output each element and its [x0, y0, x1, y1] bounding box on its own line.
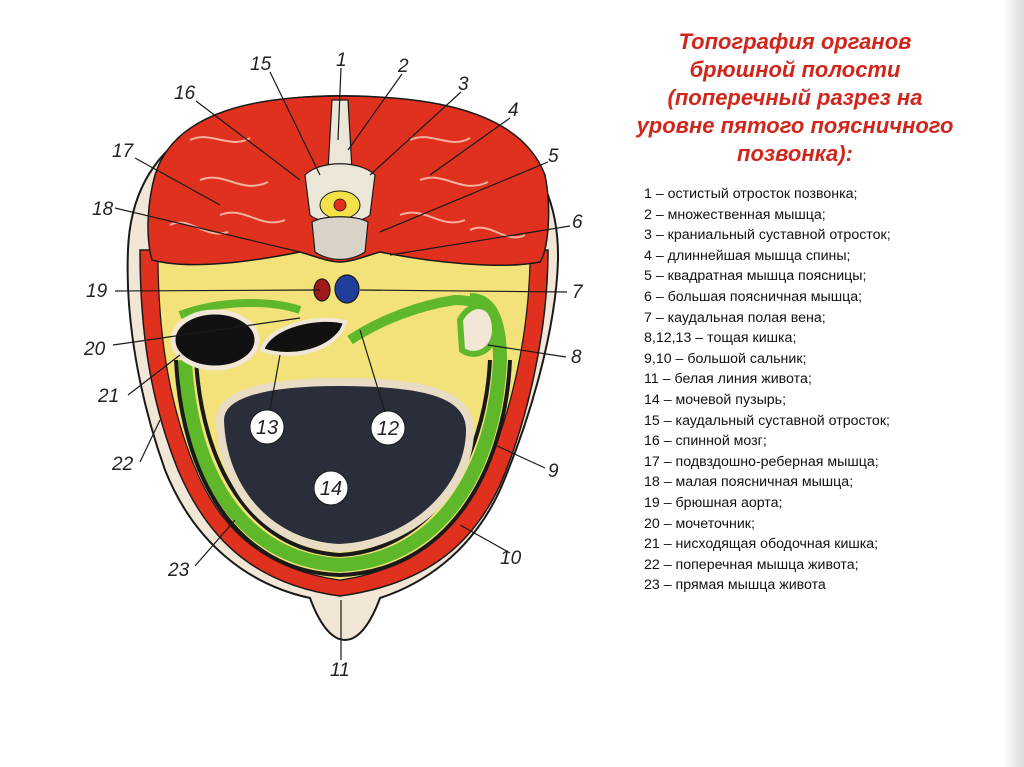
label-14: 14: [319, 478, 343, 500]
label-16: 16: [174, 83, 196, 104]
legend-item: 5 – квадратная мышца поясницы;: [644, 268, 867, 285]
descending-colon: [173, 312, 257, 368]
legend-item: 2 – множественная мышца;: [644, 206, 826, 223]
vena-cava: [335, 275, 359, 303]
label-9: 9: [548, 461, 559, 482]
legend-item: 16 – спинной мозг;: [644, 433, 767, 450]
label-20: 20: [84, 339, 106, 360]
page-curl-shadow: [1002, 0, 1024, 767]
label-7: 7: [572, 282, 583, 303]
legend-item: 14 – мочевой пузырь;: [644, 391, 787, 408]
legend-item: 8,12,13 – тощая кишка;: [644, 330, 797, 347]
label-13: 13: [255, 417, 279, 439]
label-11: 11: [330, 660, 350, 681]
label-19: 19: [86, 281, 108, 302]
legend-item: 20 – мочеточник;: [644, 515, 755, 532]
label-17: 17: [112, 141, 134, 162]
label-10: 10: [500, 548, 522, 569]
legend-item: 7 – каудальная полая вена;: [644, 309, 826, 326]
label-12: 12: [376, 418, 400, 440]
label-5: 5: [548, 146, 559, 167]
title-line: (поперечный разрез на: [667, 85, 923, 110]
jejunum-loop-right: [460, 306, 495, 354]
title-line: Топография органов: [678, 29, 912, 54]
label-23: 23: [168, 560, 190, 581]
label-6: 6: [572, 212, 583, 233]
legend-list: [644, 184, 1004, 596]
legend-item: 21 – нисходящая ободочная кишка;: [644, 536, 879, 553]
legend-item: 17 – подвздошно-реберная мышца;: [644, 453, 879, 470]
legend-item: 18 – малая поясничная мышца;: [644, 474, 854, 491]
label-15: 15: [250, 54, 272, 75]
anatomy-cross-section-diagram: [80, 40, 620, 690]
label-21: 21: [98, 386, 120, 407]
label-4: 4: [508, 100, 519, 121]
label-3: 3: [458, 74, 469, 95]
label-1: 1: [336, 50, 347, 71]
legend-item: 15 – каудальный суставной отросток;: [644, 412, 890, 429]
title-line: уровне пятого поясничного: [636, 113, 954, 138]
label-18: 18: [92, 199, 114, 220]
label-22: 22: [112, 454, 134, 475]
slide-title: [600, 28, 990, 168]
legend-item: 3 – краниальный суставной отросток;: [644, 227, 891, 244]
label-8: 8: [571, 347, 582, 368]
legend-item: 22 – поперечная мышца живота;: [644, 556, 859, 573]
legend-item: 9,10 – большой сальник;: [644, 350, 807, 367]
title-line: позвонка):: [737, 141, 853, 166]
title-line: брюшной полости: [689, 57, 901, 82]
legend-item: 4 – длиннейшая мышца спины;: [644, 247, 851, 264]
legend-item: 19 – брюшная аорта;: [644, 494, 783, 511]
legend-item: 23 – прямая мышца живота: [644, 577, 826, 594]
legend-item: 1 – остистый отросток позвонка;: [644, 186, 858, 202]
legend-item: 11 – белая линия живота;: [644, 371, 812, 388]
legend-item: 6 – большая поясничная мышца;: [644, 288, 863, 305]
label-2: 2: [398, 56, 409, 77]
